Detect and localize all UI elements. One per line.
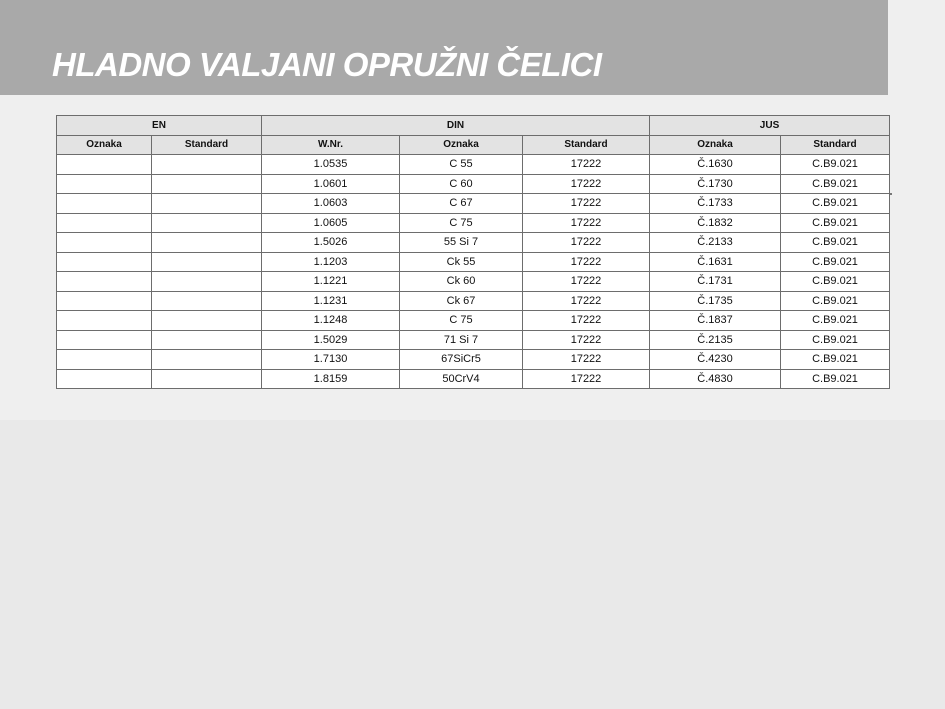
table-cell: Č.1733: [650, 194, 781, 214]
group-header-jus: JUS: [650, 116, 890, 136]
table-cell: Č.1631: [650, 252, 781, 272]
table-cell: C 55: [400, 155, 523, 175]
table-row: [57, 330, 890, 350]
table-cell: Č.2133: [650, 233, 781, 253]
table-cell: 17222: [523, 330, 650, 350]
table-cell: C 75: [400, 311, 523, 331]
table-cell: Ck 67: [400, 291, 523, 311]
table-cell: C.B9.021: [781, 155, 890, 175]
column-header: W.Nr.: [262, 135, 400, 155]
table-cell: [152, 252, 262, 272]
table-cell: 17222: [523, 233, 650, 253]
table-body: [57, 155, 890, 389]
table-cell: 17222: [523, 369, 650, 389]
table-cell: 1.1231: [262, 291, 400, 311]
table-cell: C.B9.021: [781, 252, 890, 272]
table-cell: 17222: [523, 194, 650, 214]
table-cell: 1.0605: [262, 213, 400, 233]
table-cell: 1.5029: [262, 330, 400, 350]
table-cell: [57, 155, 152, 175]
table-cell: 17222: [523, 311, 650, 331]
table-cell: C.B9.021: [781, 330, 890, 350]
table-cell: [152, 155, 262, 175]
table-cell: 1.5026: [262, 233, 400, 253]
table-cell: [57, 272, 152, 292]
table-cell: 1.0601: [262, 174, 400, 194]
table-cell: [57, 174, 152, 194]
table-row: [57, 194, 890, 214]
table-cell: Ck 55: [400, 252, 523, 272]
table-cell: 17222: [523, 272, 650, 292]
table-cell: [152, 350, 262, 370]
table-cell: Č.1730: [650, 174, 781, 194]
table-row: [57, 311, 890, 331]
table-cell: C.B9.021: [781, 311, 890, 331]
table-cell: 1.1203: [262, 252, 400, 272]
table-cell: 71 Si 7: [400, 330, 523, 350]
table-row: [57, 174, 890, 194]
page-title: HLADNO VALJANI OPRUŽNI ČELICI: [52, 46, 602, 83]
column-header: Standard: [152, 135, 262, 155]
table-row: [57, 350, 890, 370]
table-row: [57, 291, 890, 311]
group-header-row: [57, 116, 890, 136]
table-row: [57, 252, 890, 272]
table-cell: [57, 233, 152, 253]
steel-table-container: [56, 115, 889, 389]
table-cell: 17222: [523, 213, 650, 233]
table-cell: Č.1837: [650, 311, 781, 331]
table-cell: C 75: [400, 213, 523, 233]
table-cell: 1.8159: [262, 369, 400, 389]
column-header: Standard: [523, 135, 650, 155]
table-cell: Č.1735: [650, 291, 781, 311]
table-row: [57, 272, 890, 292]
table-cell: C.B9.021: [781, 233, 890, 253]
table-cell: [152, 213, 262, 233]
table-cell: Č.1630: [650, 155, 781, 175]
table-cell: C.B9.021: [781, 272, 890, 292]
table-cell: C.B9.021: [781, 194, 890, 214]
table-cell: [152, 291, 262, 311]
table-cell: C.B9.021: [781, 350, 890, 370]
table-cell: [152, 272, 262, 292]
table-cell: [57, 252, 152, 272]
table-cell: Č.4830: [650, 369, 781, 389]
column-header-row: [57, 135, 890, 155]
table-row: [57, 155, 890, 175]
table-cell: [152, 311, 262, 331]
table-cell: 17222: [523, 350, 650, 370]
table-cell: [152, 174, 262, 194]
table-cell: 1.0535: [262, 155, 400, 175]
table-cell: [152, 330, 262, 350]
column-header: Standard: [781, 135, 890, 155]
table-row: [57, 213, 890, 233]
table-cell: 1.0603: [262, 194, 400, 214]
table-cell: C.B9.021: [781, 291, 890, 311]
table-cell: C.B9.021: [781, 213, 890, 233]
table-cell: Č.2135: [650, 330, 781, 350]
table-cell: 50CrV4: [400, 369, 523, 389]
table-cell: 67SiCr5: [400, 350, 523, 370]
table-cell: [152, 369, 262, 389]
table-cell: [57, 350, 152, 370]
table-cell: [57, 291, 152, 311]
table-cell: [152, 233, 262, 253]
table-cell: 17222: [523, 291, 650, 311]
table-cell: [57, 194, 152, 214]
table-cell: [57, 213, 152, 233]
table-cell: 17222: [523, 174, 650, 194]
table-row: [57, 233, 890, 253]
table-cell: C.B9.021: [781, 369, 890, 389]
column-header: Oznaka: [57, 135, 152, 155]
table-cell: Č.1731: [650, 272, 781, 292]
table-cell: 17222: [523, 252, 650, 272]
table-cell: C 67: [400, 194, 523, 214]
table-cell: Ck 60: [400, 272, 523, 292]
table-cell: 1.1248: [262, 311, 400, 331]
table-cell: Č.4230: [650, 350, 781, 370]
table-cell: 1.1221: [262, 272, 400, 292]
stray-dot: [890, 193, 892, 195]
table-cell: [57, 311, 152, 331]
column-header: Oznaka: [400, 135, 523, 155]
table-cell: 1.7130: [262, 350, 400, 370]
group-header-din: DIN: [262, 116, 650, 136]
column-header: Oznaka: [650, 135, 781, 155]
table-cell: [57, 330, 152, 350]
table-cell: [57, 369, 152, 389]
table-cell: C 60: [400, 174, 523, 194]
table-cell: 17222: [523, 155, 650, 175]
table-cell: Č.1832: [650, 213, 781, 233]
table-cell: C.B9.021: [781, 174, 890, 194]
steel-grade-table: [56, 115, 890, 389]
table-row: [57, 369, 890, 389]
table-cell: 55 Si 7: [400, 233, 523, 253]
table-cell: [152, 194, 262, 214]
group-header-en: EN: [57, 116, 262, 136]
